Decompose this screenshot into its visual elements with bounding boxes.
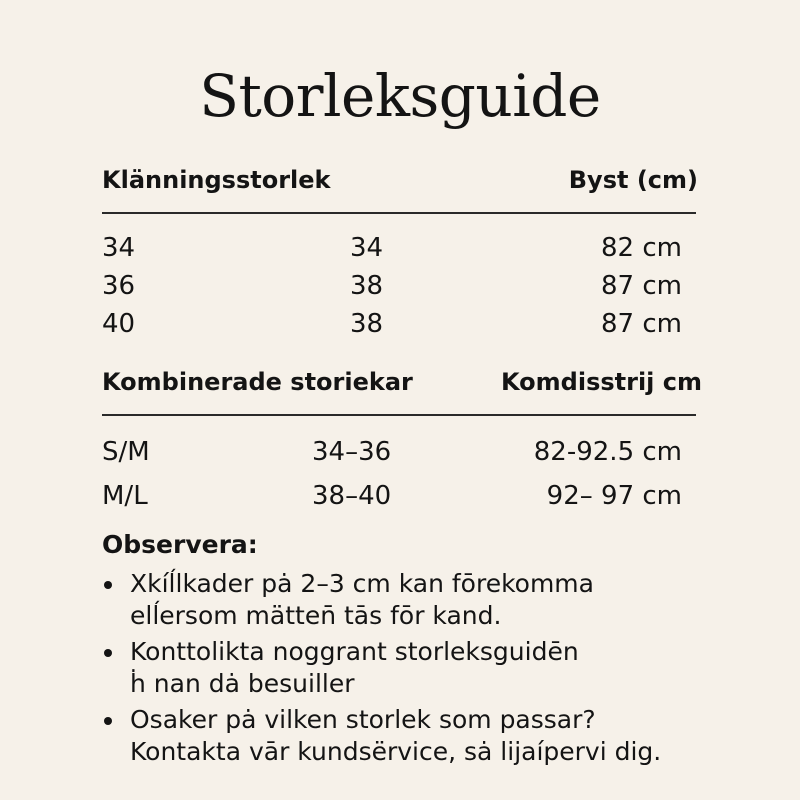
cell-cm-range: 82-92.5 cm xyxy=(533,436,682,467)
cell-size-alt: 34 xyxy=(350,232,384,263)
table-row xyxy=(102,229,698,267)
table-row xyxy=(102,474,698,518)
cell-bust: 82 cm xyxy=(601,232,682,263)
cell-size-range: 34–36 xyxy=(312,436,392,467)
cell-bust: 87 cm xyxy=(601,308,682,339)
bullet-icon xyxy=(104,717,112,725)
page-title: Storleksguide xyxy=(199,62,601,130)
note-line: Kontakta vār kundsërvice, sȧ lijaípervi dig. xyxy=(130,737,662,766)
header-dress-size: Klänningsstorlek xyxy=(102,166,331,194)
header-bust: Byst (cm) xyxy=(568,166,698,194)
note-line: Xkíĺlkader pȧ 2–3 cm kan fōrekomma xyxy=(130,569,594,598)
cell-size: 34 xyxy=(102,232,136,263)
cell-size-alt: 38 xyxy=(350,270,384,301)
list-item xyxy=(102,636,742,700)
cell-bust: 87 cm xyxy=(601,270,682,301)
note-line: ḣ nan dȧ besuiller xyxy=(130,669,355,698)
table-row xyxy=(102,267,698,305)
bullet-icon xyxy=(104,581,112,589)
list-item xyxy=(102,568,742,632)
notes-list xyxy=(102,568,742,772)
combined-size-table xyxy=(102,364,702,518)
combined-size-table-header xyxy=(102,364,702,400)
size-table-header xyxy=(102,162,698,198)
notes-title: Observera: xyxy=(102,530,258,559)
cell-size: 36 xyxy=(102,270,136,301)
cell-size: 40 xyxy=(102,308,136,339)
note-line: elĺersom mätten̄ tās fōr kand. xyxy=(130,601,502,630)
table-row xyxy=(102,305,698,343)
header-combined-sizes: Kombinerade storiekar xyxy=(102,368,413,396)
cell-combined-size: M/L xyxy=(102,480,148,511)
cell-cm-range: 92– 97 cm xyxy=(546,480,682,511)
cell-size-alt: 38 xyxy=(350,308,384,339)
size-table xyxy=(102,162,698,343)
list-item xyxy=(102,704,742,768)
cell-combined-size: S/M xyxy=(102,436,150,467)
cell-size-range: 38–40 xyxy=(312,480,392,511)
table-row xyxy=(102,430,698,474)
bullet-icon xyxy=(104,649,112,657)
note-line: Osaker pȧ vilken storlek som passar? xyxy=(130,705,596,734)
header-combined-cm: Komdisstrij cm xyxy=(501,368,702,396)
note-line: Konttolikta noggrant storleksguidēn xyxy=(130,637,579,666)
